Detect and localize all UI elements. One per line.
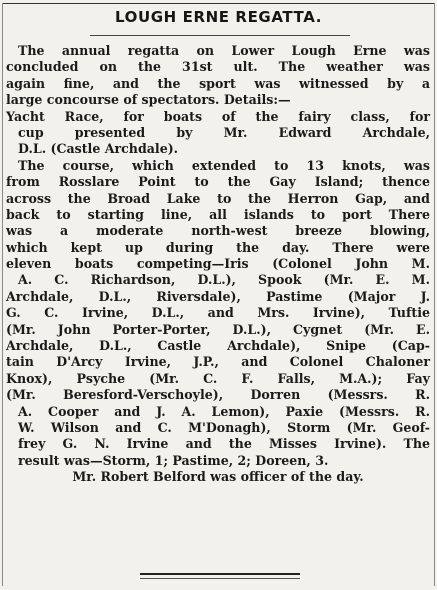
left-border	[2, 3, 3, 586]
article-line: large concourse of spectators. Details:—	[6, 92, 291, 108]
article-line: W. Wilson and C. M'Donagh), Storm (Mr. Geof-	[18, 419, 430, 435]
article-line: concluded on the 31st ult. The weather was	[6, 59, 430, 75]
article-line: tain D'Arcy Irvine, J.P., and Colonel Chaloner	[6, 354, 430, 370]
article-body	[6, 43, 430, 486]
article-line: was a moderate north-west breeze blowing,	[6, 223, 430, 239]
end-rule-thick	[140, 573, 300, 575]
article-line: (Mr. Beresford-Verschoyle), Dorren (Messrs. R.	[6, 387, 430, 403]
article-line: Archdale, D.L., Riversdale), Pastime (Major J.	[6, 288, 430, 304]
article-line: across the Broad Lake to the Herron Gap, and	[6, 190, 430, 206]
article-line: frey G. N. Irvine and the Misses Irvine). The	[18, 436, 430, 452]
article-line: The annual regatta on Lower Lough Erne was	[18, 43, 430, 58]
article-line: cup presented by Mr. Edward Archdale,	[18, 124, 430, 140]
article-line: G. C. Irvine, D.L., and Mrs. Irvine), Tuftie	[6, 305, 430, 321]
article-line: Knox), Psyche (Mr. C. F. Falls, M.A.); Fay	[6, 370, 430, 386]
article-line: Archdale, D.L., Castle Archdale), Snipe (Cap-	[6, 338, 430, 354]
article-line: A. Cooper and J. A. Lemon), Paxie (Messrs. R.	[18, 403, 430, 419]
article-line: A. C. Richardson, D.L.), Spook (Mr. E. M.	[18, 272, 430, 288]
article-line: Yacht Race, for boats of the fairy class, for	[6, 108, 430, 124]
article-line: back to starting line, all islands to port There	[6, 206, 430, 222]
article-line: result was—Storm, 1; Pastime, 2; Doreen, 3.	[18, 452, 329, 468]
article-line: which kept up during the day. There were	[6, 239, 430, 255]
article-line: Mr. Robert Belford was officer of the day.	[72, 469, 364, 485]
top-border	[2, 3, 435, 4]
headline: LOUGH ERNE REGATTA.	[114, 8, 323, 26]
article-line: D.L. (Castle Archdale).	[18, 141, 179, 157]
article-line: again fine, and the sport was witnessed by a	[6, 75, 430, 91]
article-line: (Mr. John Porter-Porter, D.L.), Cygnet (Mr. E.	[6, 321, 430, 337]
headline-underline	[90, 35, 350, 36]
article-line: from Rosslare Point to the Gay Island; thence	[6, 174, 430, 190]
article-line: eleven boats competing—Iris (Colonel John M.	[6, 256, 430, 272]
end-rule-thin	[140, 578, 300, 579]
article-line: The course, which extended to 13 knots, was	[18, 157, 430, 173]
right-border	[434, 3, 435, 586]
